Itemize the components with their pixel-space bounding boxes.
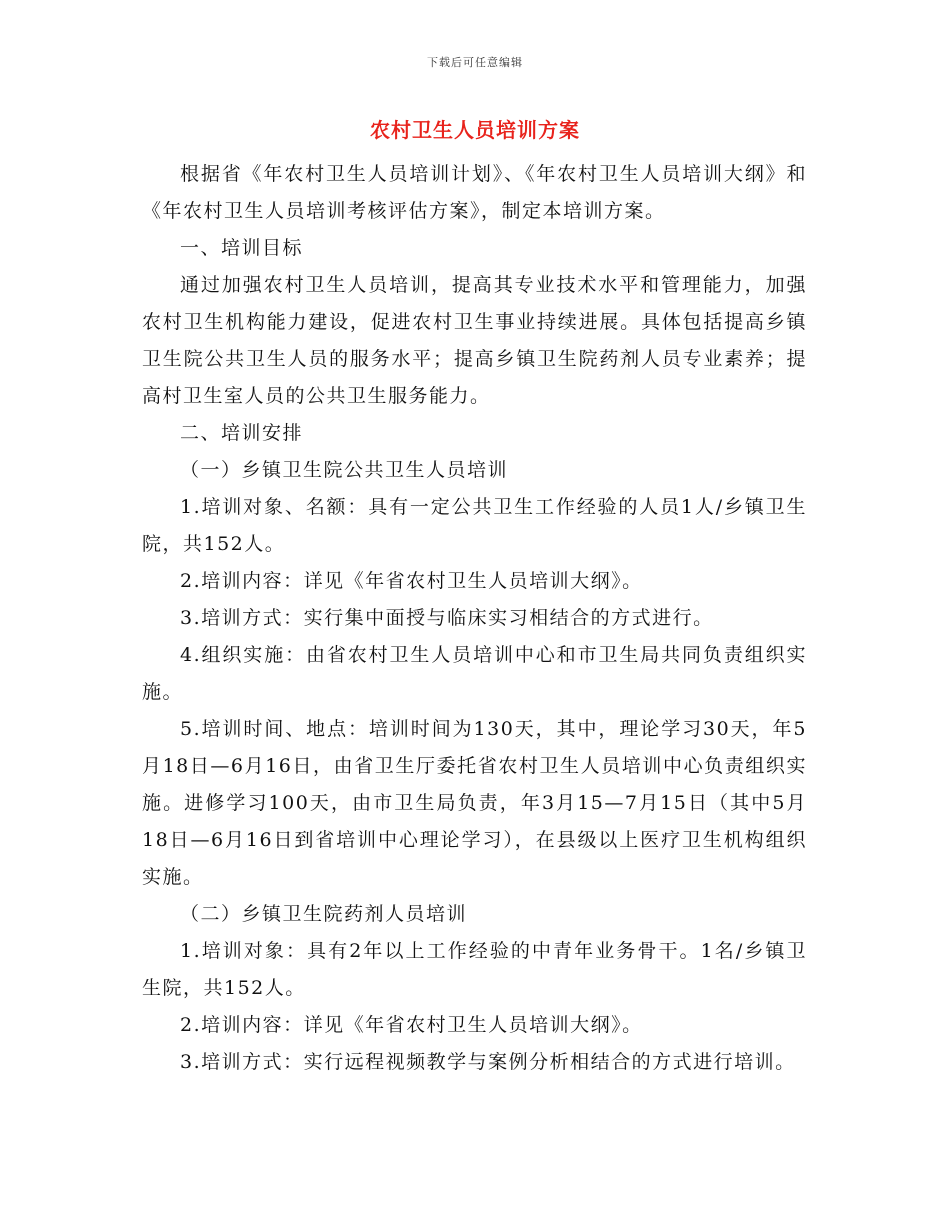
heading-training-goals: 一、培训目标	[180, 237, 304, 259]
item-pharmacy-content: 2.培训内容：详见《年省农村卫生人员培训大纲》。	[180, 1014, 643, 1036]
document-body	[142, 156, 807, 1081]
item-target-quota: 1.培训对象、名额：具有一定公共卫生工作经验的人员1人/乡镇卫生院，共152人。	[142, 496, 807, 555]
item-method: 3.培训方式：实行集中面授与临床实习相结合的方式进行。	[180, 607, 714, 629]
paragraph-goals: 通过加强农村卫生人员培训，提高其专业技术水平和管理能力，加强农村卫生机构能力建设，促进农村卫生事业持续进展。具体包括提高乡镇卫生院公共卫生人员的服务水平；提高乡镇卫生院药剂人员专业素养；提高村卫生室人员的公共卫生服务能力。	[142, 274, 807, 407]
item-pharmacy-method: 3.培训方式：实行远程视频教学与案例分析相结合的方式进行培训。	[180, 1051, 796, 1073]
item-organization: 4.组织实施：由省农村卫生人员培训中心和市卫生局共同负责组织实施。	[142, 644, 807, 703]
page-header-note: 下载后可任意编辑	[427, 56, 523, 69]
subheading-public-health-training: （一）乡镇卫生院公共卫生人员培训	[180, 459, 509, 481]
subheading-pharmacy-training: （二）乡镇卫生院药剂人员培训	[180, 903, 468, 925]
paragraph-intro: 根据省《年农村卫生人员培训计划》、《年农村卫生人员培训大纲》和《年农村卫生人员培训考核评估方案》，制定本培训方案。	[142, 163, 807, 222]
heading-training-arrangement: 二、培训安排	[180, 422, 304, 444]
document-title: 农村卫生人员培训方案	[370, 118, 580, 142]
item-time-location: 5.培训时间、地点：培训时间为130天，其中，理论学习30天，年5月18日—6月16日，由省卫生厅委托省农村卫生人员培训中心负责组织实施。进修学习100天，由市卫生局负责，年3月15—7月15日（其中5月18日—6月16日到省培训中心理论学习），在县级以上医疗卫生机构组织实施。	[142, 718, 807, 888]
item-content: 2.培训内容：详见《年省农村卫生人员培训大纲》。	[180, 570, 643, 592]
item-pharmacy-target: 1.培训对象：具有2年以上工作经验的中青年业务骨干。1名/乡镇卫生院，共152人。	[142, 940, 807, 999]
